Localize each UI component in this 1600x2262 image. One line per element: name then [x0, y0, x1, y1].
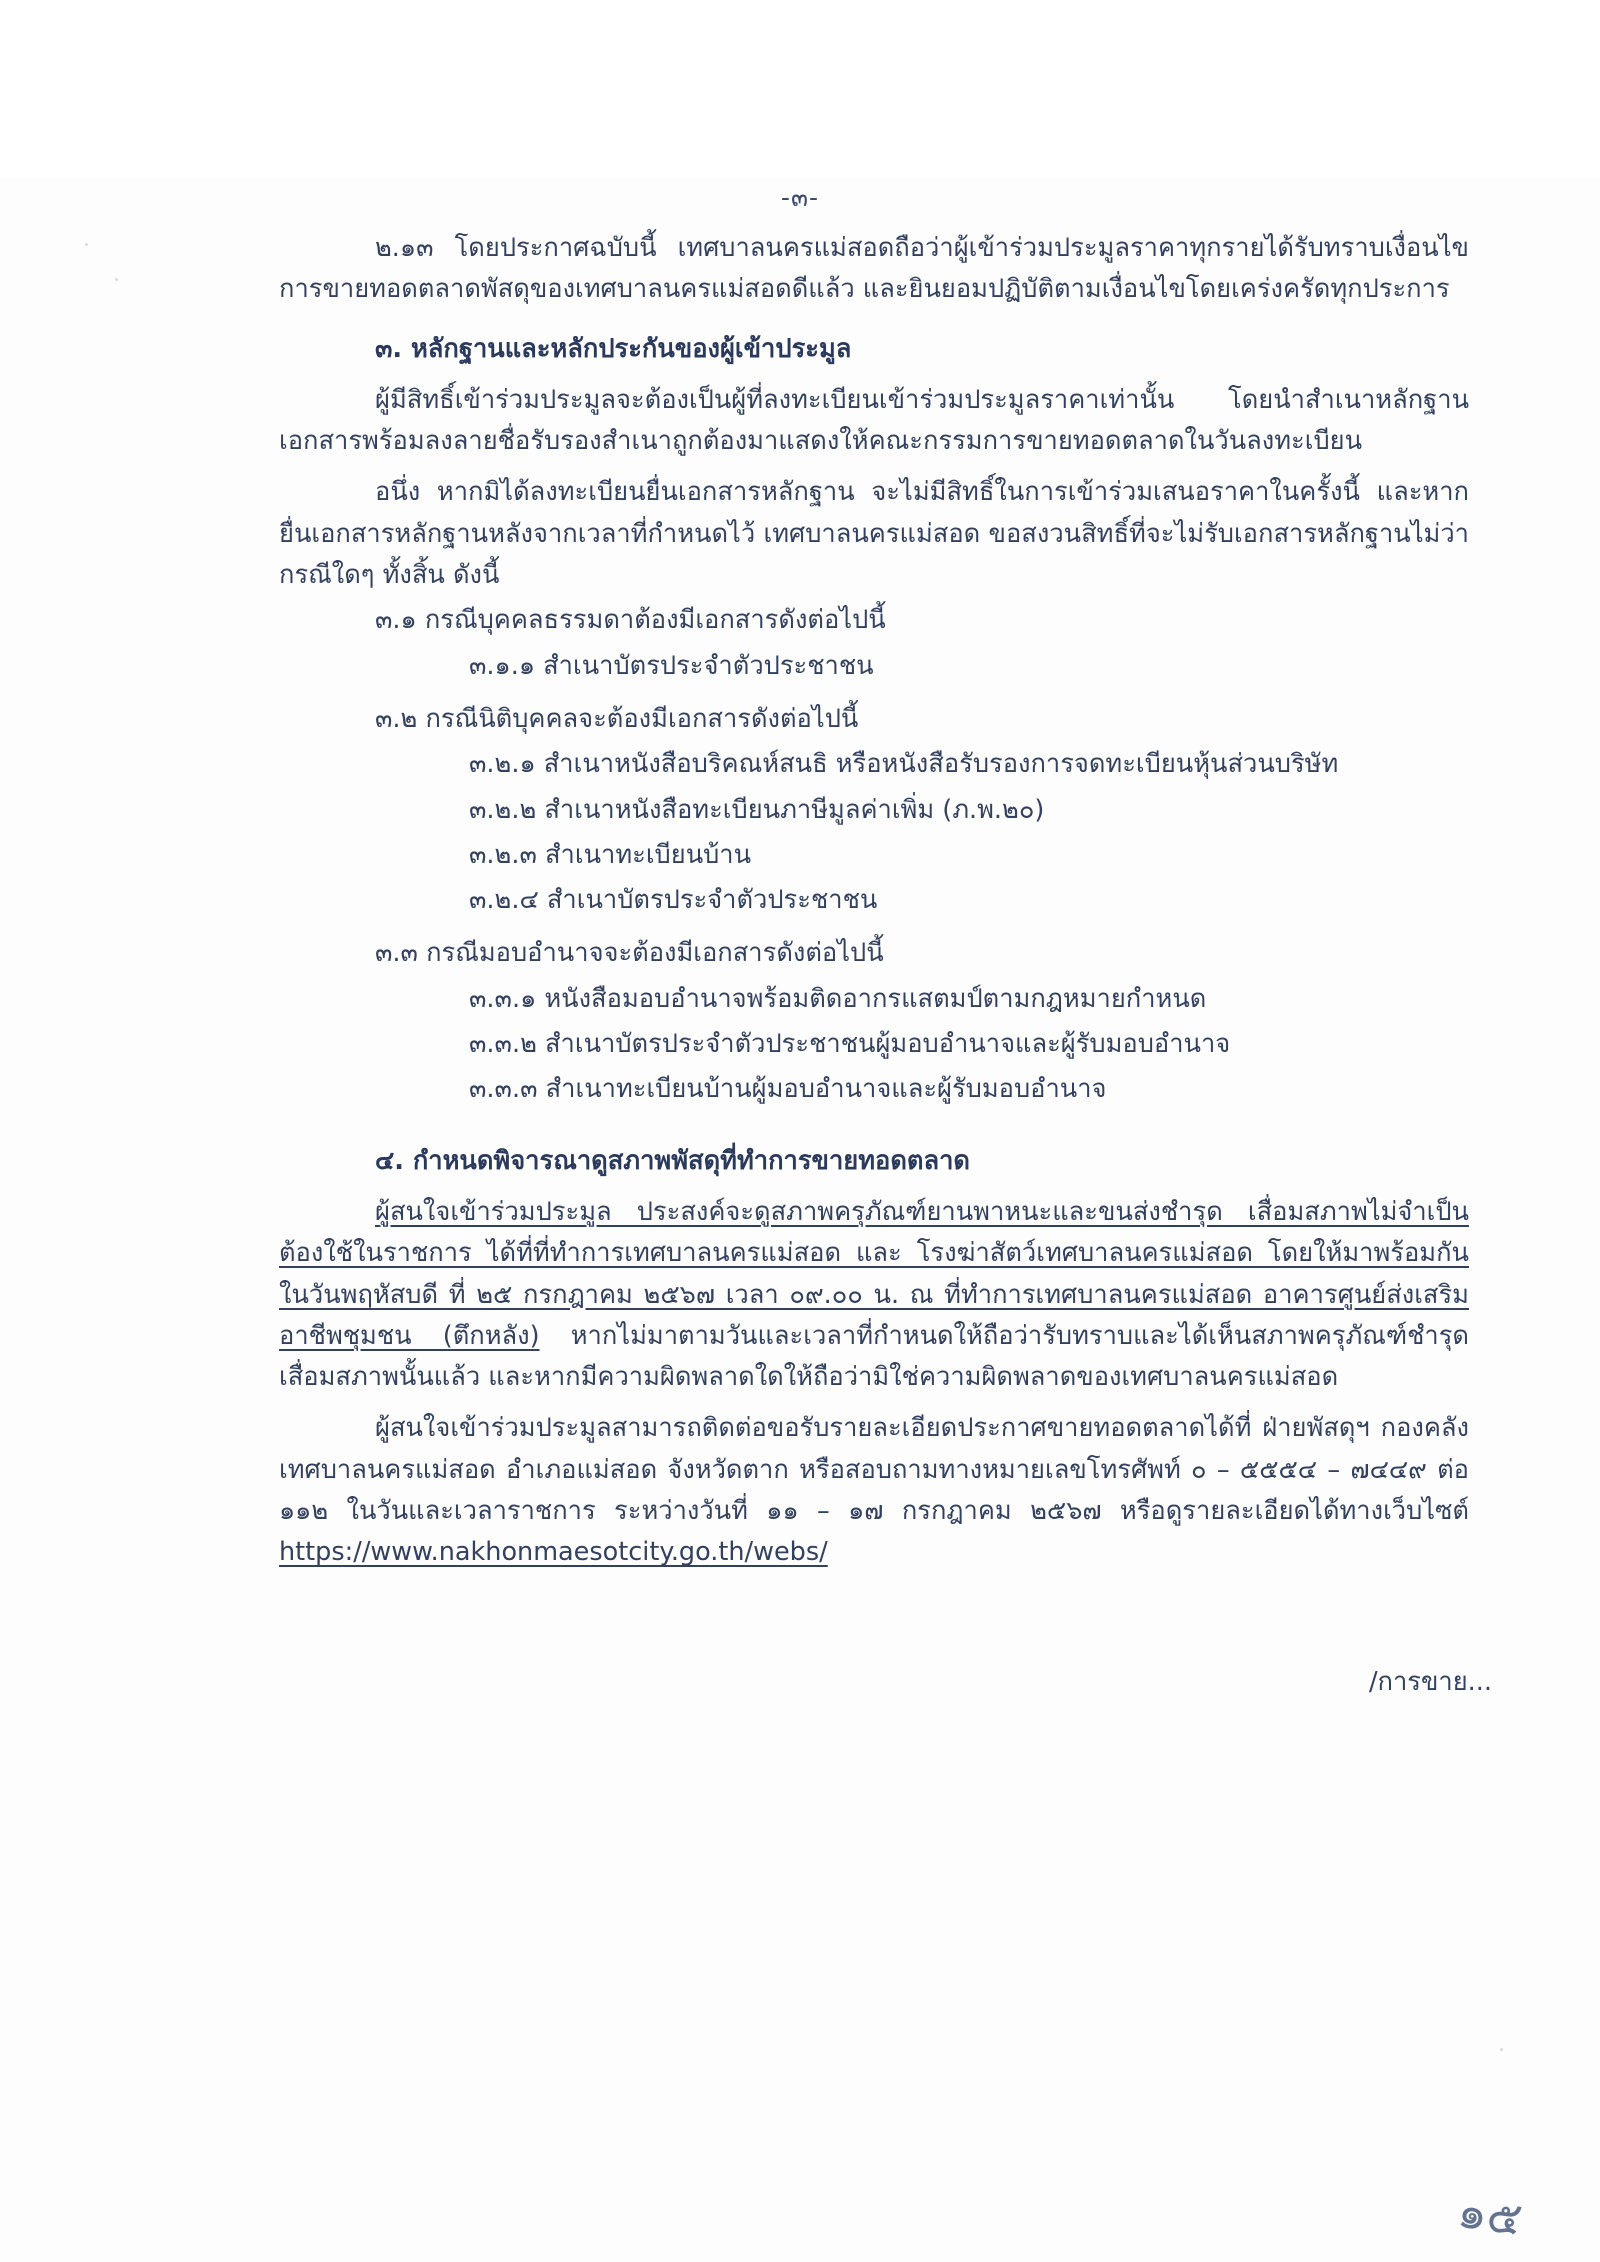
item-3-2: ๓.๒ กรณีนิติบุคคลจะต้องมีเอกสารดังต่อไปนี้: [375, 703, 859, 734]
item-3-2-4: ๓.๒.๔ สำเนาบัตรประจำตัวประชาชน: [469, 885, 878, 916]
scan-speck: [115, 278, 118, 281]
page-corner-mark: ๑๕: [1454, 2183, 1526, 2247]
document-page: [0, 178, 1600, 2262]
section-4-paragraph-2: [279, 1408, 1469, 1573]
clause-2-13: ๒.๑๓ โดยประกาศฉบับนี้ เทศบาลนครแม่สอดถือว่าผู้เข้าร่วมประมูลราคาทุกรายได้รับทราบเงื่อนไขการขายทอดตลาดพัสดุของเทศบาลนครแม่สอดดีแล้ว และยินยอมปฏิบัติตามเงื่อนไขโดยเคร่งครัดทุกประการ: [279, 233, 1469, 305]
item-3-3: ๓.๓ กรณีมอบอำนาจจะต้องมีเอกสารดังต่อไปนี้: [375, 938, 884, 969]
item-3-2-2: ๓.๒.๒ สำเนาหนังสือทะเบียนภาษีมูลค่าเพิ่ม (ภ.พ.๒๐): [469, 794, 1045, 825]
section-4-underlined-text: ผู้สนใจเข้าร่วมประมูล ประสงค์จะดูสภาพครุภัณฑ์ยานพาหนะและขนส่งชำรุด เสื่อมสภาพไม่จำเป็นต้องใช้ในราชการ ได้ที่ที่ทำการเทศบาลนครแม่สอด และ โรงฆ่าสัตว์เทศบาลนครแม่สอด โดยให้มาพร้อมกันในวันพฤหัสบดี ที่ ๒๕ กรกฎาคม ๒๕๖๗ เวลา ๐๙.๐๐ น. ณ ที่ทำการเทศบาลนครแม่สอด อาคารศูนย์ส่งเสริมอาชีพชุมชน (ตึกหลัง): [279, 1196, 1469, 1351]
item-3-1: ๓.๑ กรณีบุคคลธรรมดาต้องมีเอกสารดังต่อไปนี้: [375, 605, 886, 636]
scan-speck: [1500, 2048, 1503, 2051]
footer-continuation-note: /การขาย...: [1368, 1666, 1492, 1697]
heading-section-3: ๓. หลักฐานและหลักประกันของผู้เข้าประมูล: [375, 333, 852, 364]
item-3-3-1: ๓.๓.๑ หนังสือมอบอำนาจพร้อมติดอากรแสตมป์ตามกฎหมายกำหนด: [469, 983, 1207, 1014]
document-body: [131, 228, 1469, 1574]
section-3-intro-paragraph-2: อนึ่ง หากมิได้ลงทะเบียนยื่นเอกสารหลักฐาน จะไม่มีสิทธิ์ในการเข้าร่วมเสนอราคาในครั้งนี้ และหากยื่นเอกสารหลักฐานหลังจากเวลาที่กำหนดไว้ เทศบาลนครแม่สอด ขอสงวนสิทธิ์ที่จะไม่รับเอกสารหลักฐานไม่ว่ากรณีใดๆ ทั้งสิ้น ดังนี้: [279, 477, 1469, 591]
section-4-paragraph-1-tail: หากไม่มาตามวันและเวลาที่กำหนดให้ถือว่ารับทราบและได้เห็นสภาพครุภัณฑ์ชำรุด เสื่อมสภาพนั้นแล้ว และหากมีความผิดพลาดใดให้ถือว่ามิใช่ความผิดพลาดของเทศบาลนครแม่สอด: [279, 1320, 1469, 1393]
item-3-2-1: ๓.๒.๑ สำเนาหนังสือบริคณห์สนธิ หรือหนังสือรับรองการจดทะเบียนหุ้นส่วนบริษัท: [469, 749, 1339, 780]
scan-speck: [85, 243, 88, 246]
section-4-paragraph-1: [279, 1192, 1469, 1398]
section-4-contact-text: ผู้สนใจเข้าร่วมประมูลสามารถติดต่อขอรับรายละเอียดประกาศขายทอดตลาดได้ที่ ฝ่ายพัสดุฯ กองคลัง เทศบาลนครแม่สอด อำเภอแม่สอด จังหวัดตาก หรือสอบถามทางหมายเลขโทรศัพท์ ๐ – ๕๕๕๔ – ๗๔๔๙ ต่อ ๑๑๒ ในวันและเวลาราชการ ระหว่างวันที่ ๑๑ – ๑๗ กรกฎาคม ๒๕๖๗ หรือดูรายละเอียดได้ทางเว็บไซต์: [279, 1413, 1469, 1527]
page-number: -๓-: [780, 183, 820, 212]
heading-section-4: ๔. กำหนดพิจารณาดูสภาพพัสดุที่ทำการขายทอดตลาด: [375, 1145, 970, 1176]
section-3-intro-paragraph-1: ผู้มีสิทธิ์เข้าร่วมประมูลจะต้องเป็นผู้ที่ลงทะเบียนเข้าร่วมประมูลราคาเท่านั้น โดยนำสำเนาหลักฐานเอกสารพร้อมลงลายชื่อรับรองสำเนาถูกต้องมาแสดงให้คณะกรรมการขายทอดตลาดในวันลงทะเบียน: [279, 384, 1469, 457]
item-3-3-2: ๓.๓.๒ สำเนาบัตรประจำตัวประชาชนผู้มอบอำนาจและผู้รับมอบอำนาจ: [469, 1029, 1231, 1060]
website-link[interactable]: https://www.nakhonmaesotcity.go.th/webs/: [279, 1537, 828, 1568]
item-3-3-3: ๓.๓.๓ สำเนาทะเบียนบ้านผู้มอบอำนาจและผู้รับมอบอำนาจ: [469, 1074, 1107, 1105]
item-3-2-3: ๓.๒.๓ สำเนาทะเบียนบ้าน: [469, 839, 752, 870]
item-3-1-1: ๓.๑.๑ สำเนาบัตรประจำตัวประชาชน: [469, 650, 874, 681]
